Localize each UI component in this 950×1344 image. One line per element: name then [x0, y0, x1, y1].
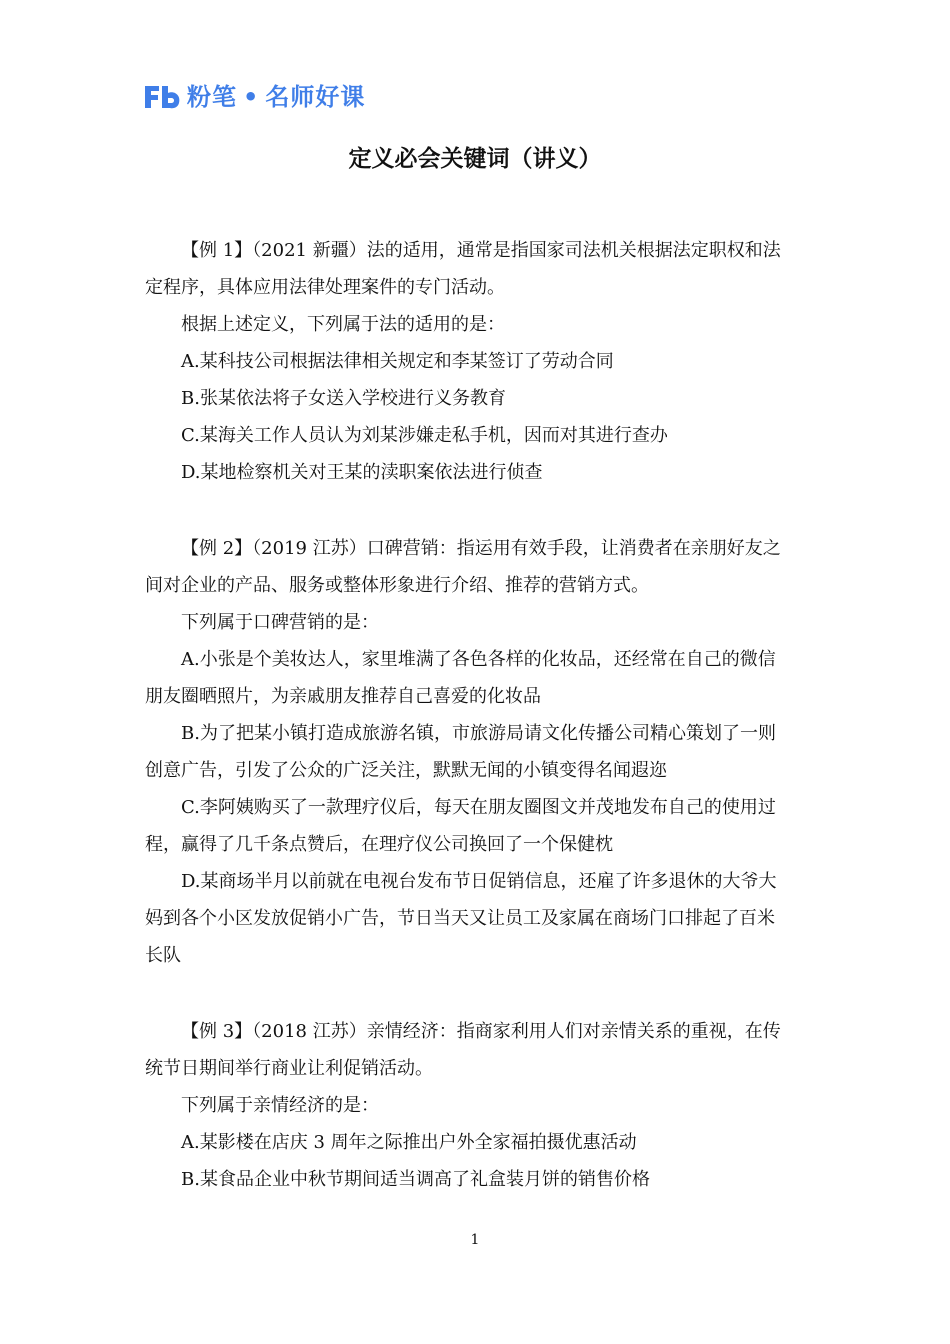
example-1 — [145, 232, 807, 491]
option-c-cont: 程，赢得了几千条点赞后，在理疗仪公司换回了一个保健枕 — [145, 834, 613, 855]
option-d-cont: 妈到各个小区发放促销小广告，节日当天又让员工及家属在商场门口排起了百米 — [145, 908, 775, 929]
example-stem-line: 【例 1】（2021 新疆）法的适用，通常是指国家司法机关根据法定职权和法 — [181, 240, 781, 261]
option-c: C.李阿姨购买了一款理疗仪后，每天在朋友圈图文并茂地发布自己的使用过 — [181, 797, 776, 818]
spacer — [145, 491, 807, 530]
spacer — [145, 974, 807, 1013]
example-question: 根据上述定义，下列属于法的适用的是： — [181, 314, 505, 335]
brand-name: 粉笔 — [187, 83, 237, 111]
option-d-cont: 长队 — [145, 945, 181, 966]
fenbi-logo-icon — [143, 83, 183, 111]
example-stem-line: 【例 3】（2018 江苏）亲情经济：指商家利用人们对亲情关系的重视，在传 — [181, 1021, 781, 1042]
option-d: D.某地检察机关对王某的渎职案依法进行侦查 — [181, 462, 543, 483]
option-c: C.某海关工作人员认为刘某涉嫌走私手机，因而对其进行查办 — [181, 425, 668, 446]
option-b: B.某食品企业中秋节期间适当调高了礼盒装月饼的销售价格 — [181, 1169, 650, 1190]
page-number: 1 — [470, 1232, 480, 1248]
option-b: B.张某依法将子女送入学校进行义务教育 — [181, 388, 506, 409]
option-d: D.某商场半月以前就在电视台发布节日促销信息，还雇了许多退休的大爷大 — [181, 871, 777, 892]
example-2 — [145, 530, 807, 974]
option-a: A.某科技公司根据法律相关规定和李某签订了劳动合同 — [181, 351, 614, 372]
example-3 — [145, 1013, 807, 1198]
document-body — [145, 232, 807, 1198]
example-stem-line: 【例 2】（2019 江苏）口碑营销：指运用有效手段，让消费者在亲朋好友之 — [181, 538, 781, 559]
example-question: 下列属于口碑营销的是： — [181, 612, 379, 633]
brand-separator: • — [243, 83, 260, 111]
brand-slogan: 名师好课 — [265, 83, 366, 111]
example-stem-line: 定程序，具体应用法律处理案件的专门活动。 — [145, 277, 505, 298]
option-a-cont: 朋友圈晒照片，为亲戚朋友推荐自己喜爱的化妆品 — [145, 686, 541, 707]
option-a: A.某影楼在店庆 3 周年之际推出户外全家福拍摄优惠活动 — [181, 1132, 637, 1153]
example-stem-line: 统节日期间举行商业让利促销活动。 — [145, 1058, 433, 1079]
example-question: 下列属于亲情经济的是： — [181, 1095, 379, 1116]
page-title: 定义必会关键词（讲义） — [348, 146, 602, 172]
option-a: A.小张是个美妆达人，家里堆满了各色各样的化妆品，还经常在自己的微信 — [181, 649, 776, 670]
option-b: B.为了把某小镇打造成旅游名镇，市旅游局请文化传播公司精心策划了一则 — [181, 723, 776, 744]
option-b-cont: 创意广告，引发了公众的广泛关注，默默无闻的小镇变得名闻遐迩 — [145, 760, 667, 781]
example-stem-line: 间对企业的产品、服务或整体形象进行介绍、推荐的营销方式。 — [145, 575, 649, 596]
brand-logo — [143, 82, 365, 112]
